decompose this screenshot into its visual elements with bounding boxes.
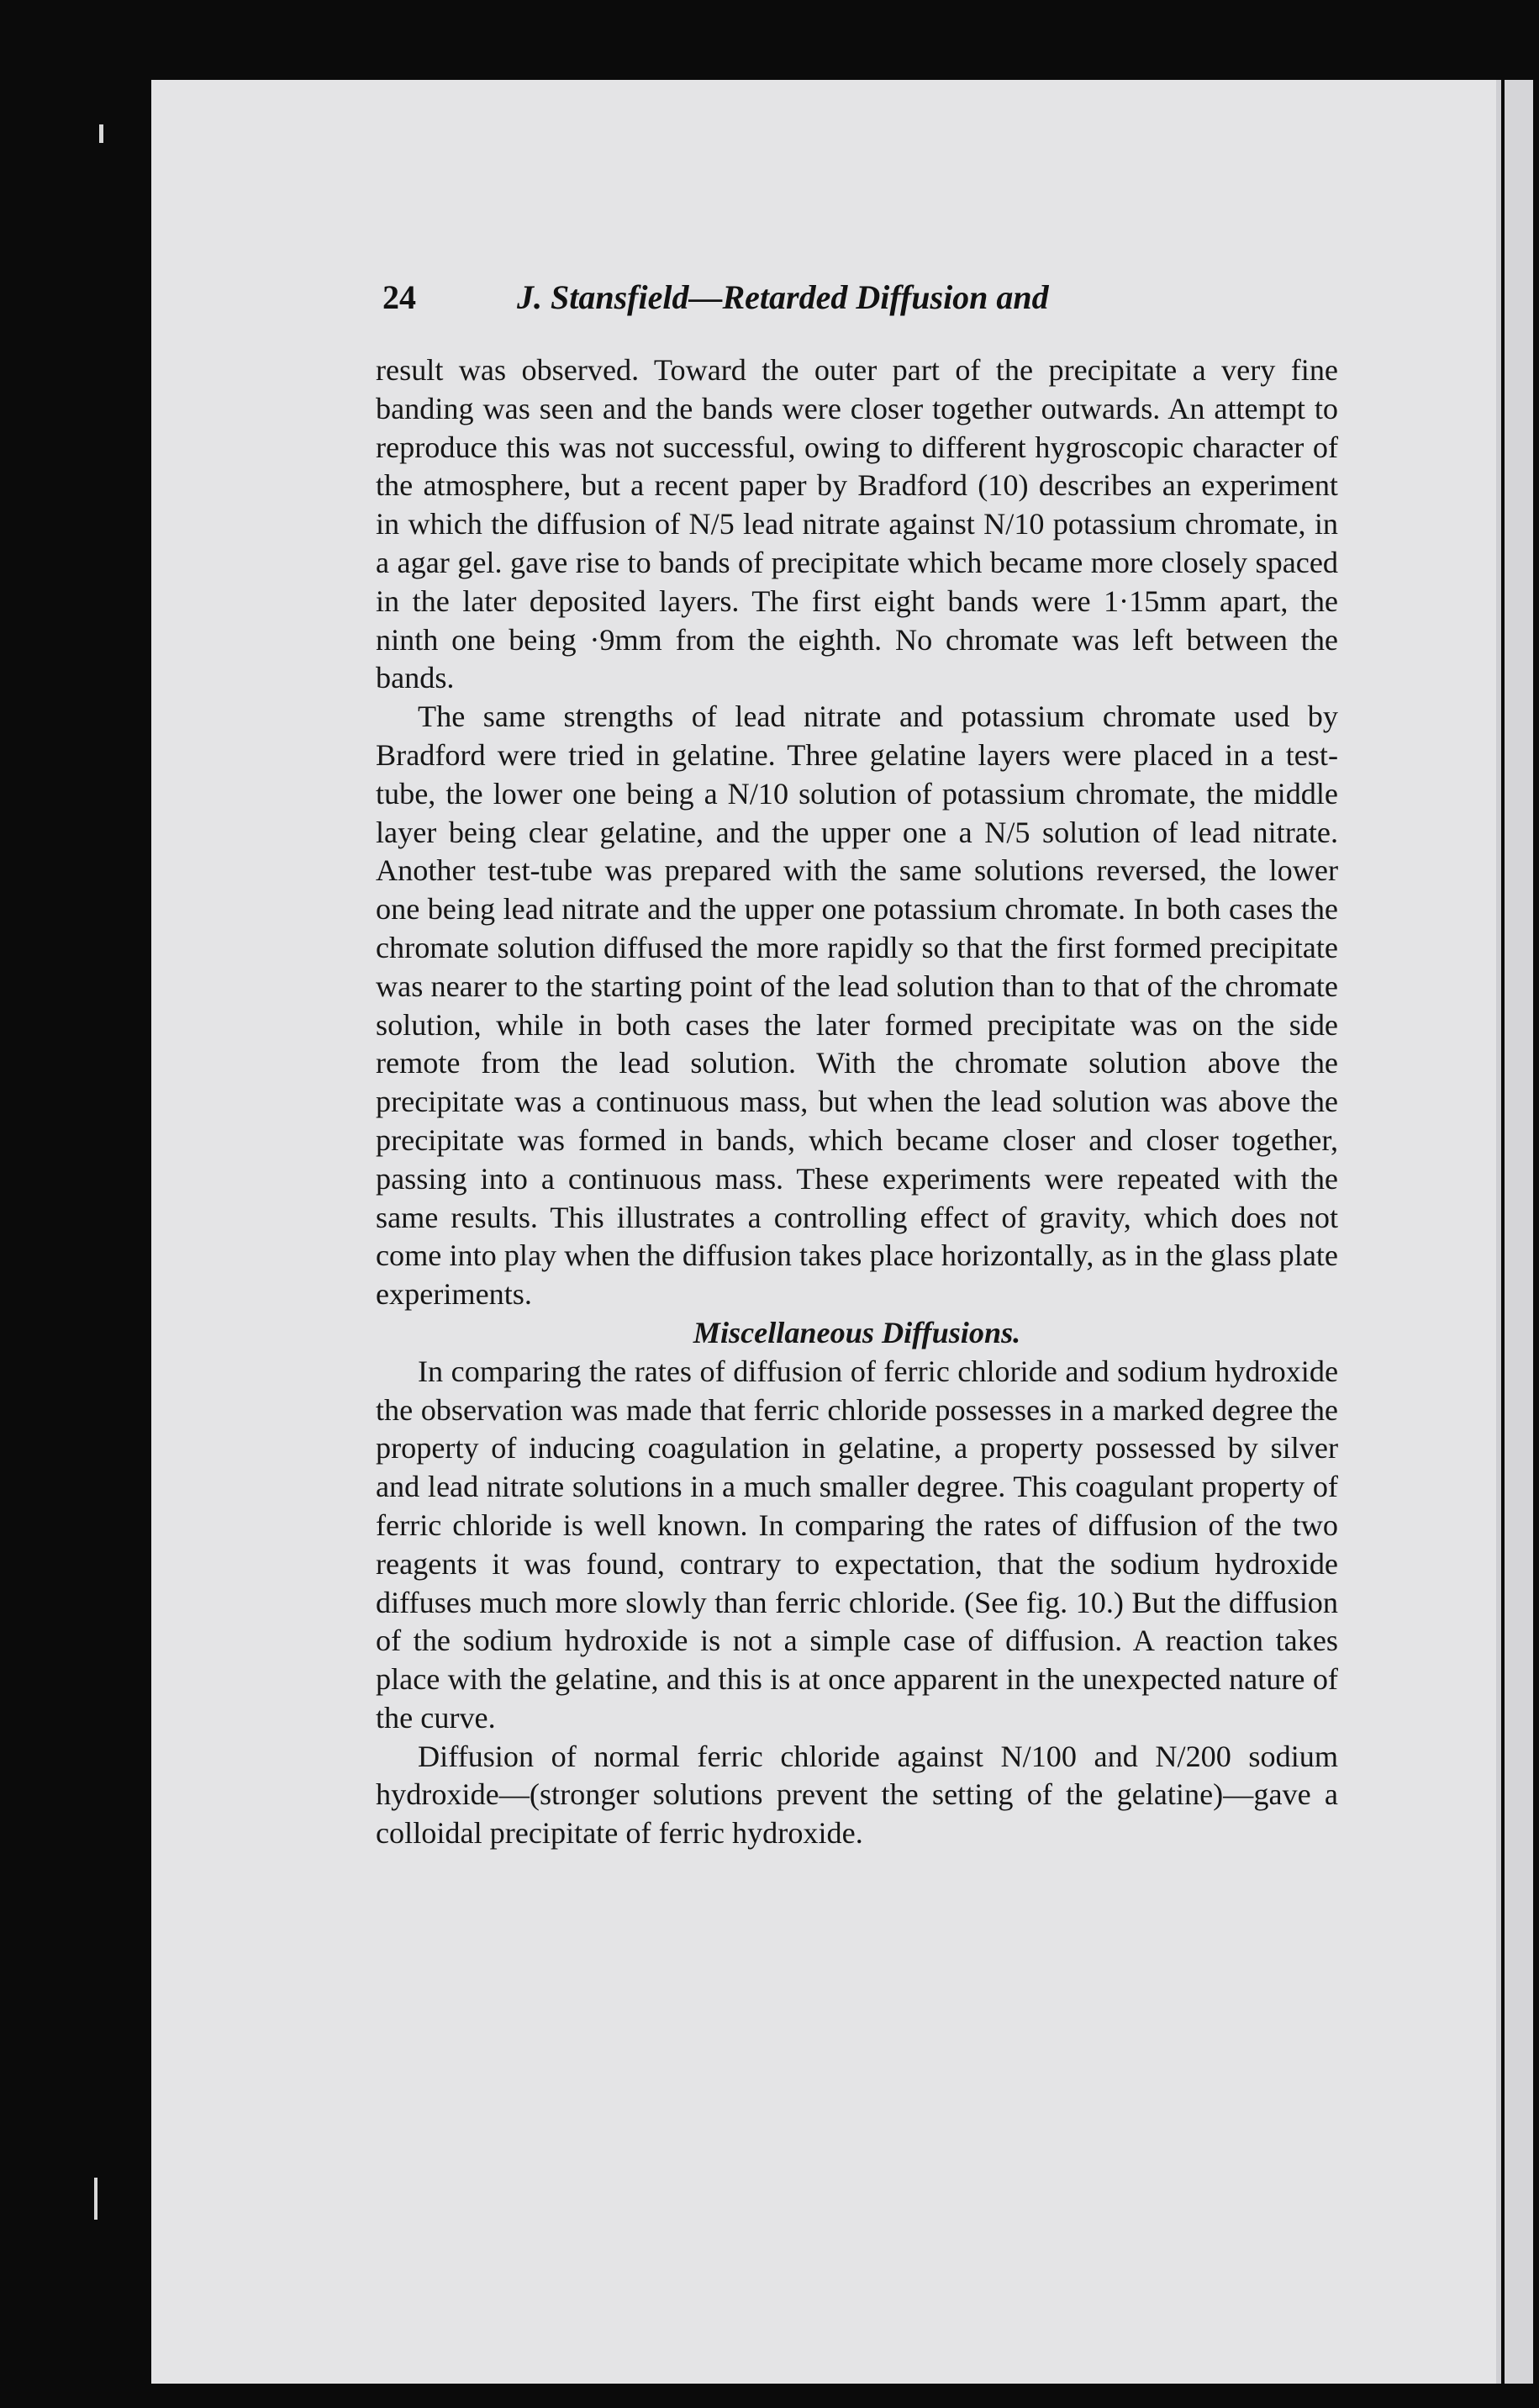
scan-edge-mark [94,2178,98,2220]
adjacent-page-edge [1505,80,1533,2384]
scan-edge-mark [99,124,103,143]
paragraph: In comparing the rates of diffusion of ferric chloride and sodium hydroxide the observation was made that ferric chloride possesses in a marked degree the property of inducing coagulation in gelatine, a property possessed by silver and lead nitrate solutions in a much smaller degree. This coagulant property of ferric chloride is well known. In comparing the rates of diffusion of the two reagents it was found, contrary to expectation, that the sodium hydroxide diffuses much more slowly than ferric chloride. (See fig. 10.) But the diffusion of the sodium hydroxide is not a simple case of diffusion. A reaction takes place with the gelatine, and this is at once apparent in the unexpected nature of the curve. [376,1354,1338,1735]
paragraph: The same strengths of lead nitrate and potassium chromate used by Bradford were tried in gelatine. Three gelatine layers were placed in a test-tube, the lower one being a N/10 solution of potassium chromate, the middle layer being clear gelatine, and the upper one a N/5 solution of lead nitrate. Another test-tube was prepared with the same solutions reversed, the lower one being lead nitrate and the upper one potassium chromate. In both cases the chromate solution diffused the more rapidly so that the first formed precipitate was nearer to the starting point of the lead solution than to that of the chromate solution, while in both cases the later formed precipitate was on the side remote from the lead solution. With the chromate solution above the precipitate was a continuous mass, but when the lead solution was above the precipitate was formed in bands, which became closer and closer together, passing into a continuous mass. These experiments were repeated with the same results. This illustrates a controlling effect of gravity, which does not come into play when the diffusion takes place horizontally, as in the glass plate experiments. [376,700,1338,1312]
running-title: J. Stansfield—Retarded Diffusion and [517,278,1049,316]
body-text [376,351,1338,1853]
page-header [382,277,1349,328]
paragraph: Diffusion of normal ferric chloride against N/100 and N/200 sodium hydroxide—(stronger solutions prevent the setting of the gelatine)—gave a colloidal precipitate of ferric hydroxide. [376,1739,1338,1851]
paragraph: result was observed. Toward the outer part of the precipitate a very fine banding was seen and the bands were closer together outwards. An attempt to reproduce this was not successful, owing to different hygroscopic character of the atmosphere, but a recent paper by Bradford (10) describes an experiment in which the diffusion of N/5 lead nitrate against N/10 potassium chromate, in a agar gel. gave rise to bands of precipitate which became more closely spaced in the later deposited layers. The first eight bands were 1·15mm apart, the ninth one being ·9mm from the eighth. No chromate was left between the bands. [376,353,1338,695]
section-heading: Miscellaneous Diffusions. [693,1315,1021,1349]
page-number: 24 [382,278,416,316]
